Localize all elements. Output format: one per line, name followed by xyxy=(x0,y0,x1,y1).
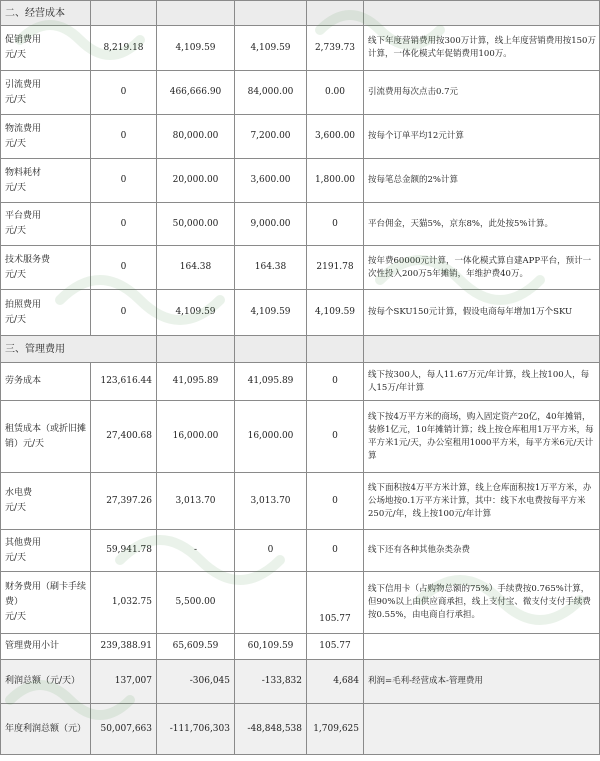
section-header-operating xyxy=(1,1,600,26)
cell-value: 4,109.59 xyxy=(235,26,307,71)
cell-value: 0 xyxy=(91,290,157,336)
table-row xyxy=(1,115,600,159)
table-row xyxy=(1,26,600,71)
cell-value: 0 xyxy=(307,473,364,530)
cell-value: -133,832 xyxy=(235,660,307,704)
cell-value: 27,397.26 xyxy=(91,473,157,530)
cell-remark: 引流费用每次点击0.7元 xyxy=(364,71,600,115)
cell-remark xyxy=(364,634,600,660)
table-row xyxy=(1,572,600,634)
cell-value: 2,739.73 xyxy=(307,26,364,71)
cell-remark: 线下按4万平方米的商场，购入固定资产20亿，40年摊销，装修1亿元，10年摊销计算；线上按仓库租用1万平方米，每平方米1元/天，办公室租用1000平方米，每平方米6元/天计算 xyxy=(364,401,600,473)
cell-remark: 按每个SKU150元计算，假设电商每年增加1万个SKU xyxy=(364,290,600,336)
cell-value: 0 xyxy=(307,363,364,401)
cell-value: 0 xyxy=(91,71,157,115)
cell-value: -306,045 xyxy=(157,660,235,704)
cell-value: 4,109.59 xyxy=(157,290,235,336)
section-title: 三、管理费用 xyxy=(1,336,157,363)
cell-value: 2191.78 xyxy=(307,246,364,290)
table-row xyxy=(1,290,600,336)
cell-value: 239,388.91 xyxy=(91,634,157,660)
row-label: 其他费用 元/天 xyxy=(1,530,91,572)
row-label: 物流费用 元/天 xyxy=(1,115,91,159)
table-row-profit xyxy=(1,660,600,704)
section-header-management xyxy=(1,336,600,363)
cell-remark: 按年费60000元计算，一体化模式算自建APP平台，预计一次性投入200万5年摊销，年维护费40万。 xyxy=(364,246,600,290)
cell-value: 105.77 xyxy=(307,634,364,660)
cell-value: 50,000.00 xyxy=(157,203,235,246)
cell-value: 0 xyxy=(91,203,157,246)
cell-value: 3,600.00 xyxy=(235,159,307,203)
table-row xyxy=(1,363,600,401)
cell-value: -48,848,538 xyxy=(235,704,307,755)
table-row xyxy=(1,71,600,115)
cell-value: 20,000.00 xyxy=(157,159,235,203)
row-label: 促销费用 元/天 xyxy=(1,26,91,71)
table-row-subtotal xyxy=(1,634,600,660)
cell-value: 0.00 xyxy=(307,71,364,115)
cell-value: 3,013.70 xyxy=(157,473,235,530)
table-row xyxy=(1,473,600,530)
cell-value: 466,666.90 xyxy=(157,71,235,115)
cell-remark: 线下年度营销费用按300万计算，线上年度营销费用按150万计算，一体化模式年促销费用100万。 xyxy=(364,26,600,71)
row-label: 技术服务费 元/天 xyxy=(1,246,91,290)
row-label: 平台费用 元/天 xyxy=(1,203,91,246)
table-row xyxy=(1,530,600,572)
cell-value: 41,095.89 xyxy=(157,363,235,401)
row-label: 物料耗材 元/天 xyxy=(1,159,91,203)
cell-value: 123,616.44 xyxy=(91,363,157,401)
table-row xyxy=(1,159,600,203)
cell-value: 0 xyxy=(307,401,364,473)
cell-value: - xyxy=(157,530,235,572)
cell-value: 50,007,663 xyxy=(91,704,157,755)
row-label: 租赁成本（或折旧摊销）元/天 xyxy=(1,401,91,473)
cell-value: 16,000.00 xyxy=(235,401,307,473)
cell-value: 16,000.00 xyxy=(157,401,235,473)
cell-value: 5,500.00 xyxy=(157,572,235,634)
cell-remark: 按每个订单平均12元计算 xyxy=(364,115,600,159)
cell-remark: 利润=毛利-经营成本-管理费用 xyxy=(364,660,600,704)
cell-value: 0 xyxy=(91,246,157,290)
cell-value: 0 xyxy=(235,530,307,572)
cell-value: 41,095.89 xyxy=(235,363,307,401)
cell-value: -111,706,303 xyxy=(157,704,235,755)
cell-remark: 平台佣金，天猫5%，京东8%，此处按5%计算。 xyxy=(364,203,600,246)
cell-value: 1,032.75 xyxy=(91,572,157,634)
row-label: 管理费用小计 xyxy=(1,634,91,660)
cell-remark: 线下按300人，每人11.67万元/年计算，线上按100人，每人15万/年计算 xyxy=(364,363,600,401)
cell-value: 80,000.00 xyxy=(157,115,235,159)
row-label: 年度利润总额（元） xyxy=(1,704,91,755)
row-label: 利润总额（元/天） xyxy=(1,660,91,704)
cell-value: 9,000.00 xyxy=(235,203,307,246)
row-label: 引流费用 元/天 xyxy=(1,71,91,115)
cell-value: 0 xyxy=(91,159,157,203)
cell-remark: 线下信用卡（占购物总额的75%）手续费按0.765%计算，但90%以上由供应商承担，线上支付宝、微支付支付手续费按0.55%，由电商自行承担。 xyxy=(364,572,600,634)
table-row xyxy=(1,401,600,473)
row-label: 劳务成本 xyxy=(1,363,91,401)
cell-remark: 线下面积按4万平方米计算，线上仓库面积按1万平方米，办公场地按0.1万平方米计算，其中：线下水电费按每平方米250元/年，线上按100元/年计算 xyxy=(364,473,600,530)
cell-value: 3,600.00 xyxy=(307,115,364,159)
cell-value: 59,941.78 xyxy=(91,530,157,572)
table-row-annual-profit xyxy=(1,704,600,755)
cell-value: 1,800.00 xyxy=(307,159,364,203)
table-row xyxy=(1,246,600,290)
section-title: 二、经营成本 xyxy=(1,1,91,26)
cell-value: 8,219.18 xyxy=(91,26,157,71)
cell-value: 3,013.70 xyxy=(235,473,307,530)
cell-value: 4,109.59 xyxy=(157,26,235,71)
cell-value: 164.38 xyxy=(235,246,307,290)
cell-value: 0 xyxy=(307,530,364,572)
cell-value: 7,200.00 xyxy=(235,115,307,159)
cell-remark xyxy=(364,704,600,755)
cell-value: 0 xyxy=(307,203,364,246)
cell-value: 84,000.00 xyxy=(235,71,307,115)
cell-remark: 按每笔总金额的2%计算 xyxy=(364,159,600,203)
cell-value: 27,400.68 xyxy=(91,401,157,473)
cell-value: 65,609.59 xyxy=(157,634,235,660)
cell-value xyxy=(235,572,307,634)
row-label: 拍照费用 元/天 xyxy=(1,290,91,336)
cell-value: 4,684 xyxy=(307,660,364,704)
cell-value: 105.77 xyxy=(307,572,364,634)
row-label: 水电费 元/天 xyxy=(1,473,91,530)
cell-value: 4,109.59 xyxy=(235,290,307,336)
row-label: 财务费用（刷卡手续费） 元/天 xyxy=(1,572,91,634)
table-row xyxy=(1,203,600,246)
cell-value: 60,109.59 xyxy=(235,634,307,660)
cell-value: 137,007 xyxy=(91,660,157,704)
cell-value: 0 xyxy=(91,115,157,159)
cell-value: 4,109.59 xyxy=(307,290,364,336)
cell-value: 1,709,625 xyxy=(307,704,364,755)
cell-value: 164.38 xyxy=(157,246,235,290)
cell-remark: 线下还有各种其他杂类杂费 xyxy=(364,530,600,572)
